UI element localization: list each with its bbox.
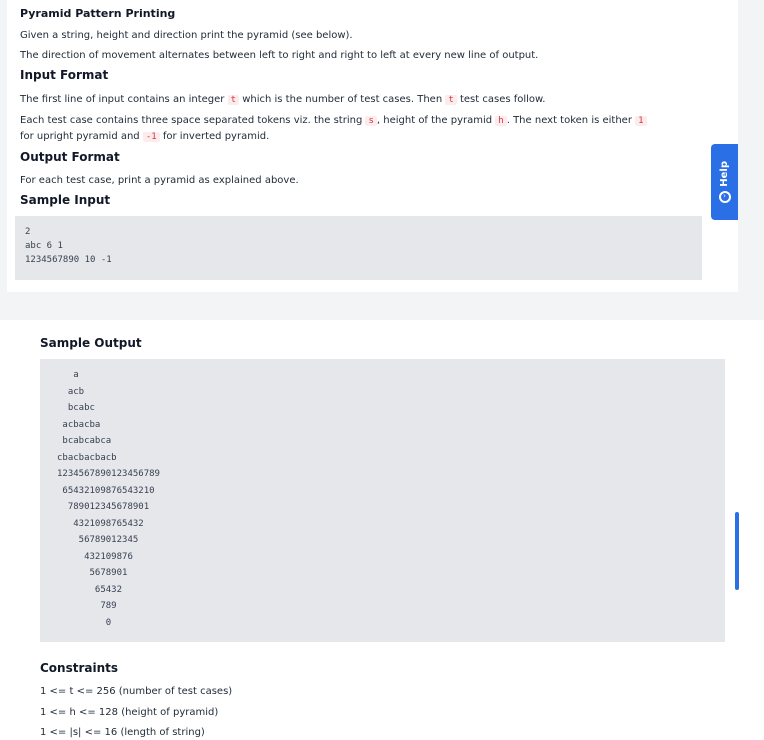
text: test cases follow. xyxy=(459,94,546,105)
text: Each test case contains three space separated tokens viz. the string xyxy=(20,115,363,126)
input-line-2 xyxy=(20,114,647,128)
code-s: s xyxy=(365,116,376,126)
code-line: bcabc xyxy=(57,403,95,413)
code-h: h xyxy=(495,116,506,126)
text: The first line of input contains an integer xyxy=(20,94,225,105)
sample-output-heading: Sample Output xyxy=(40,336,142,350)
code-line: 789 xyxy=(57,601,117,611)
sample-output-block xyxy=(40,359,725,642)
code-line: 65432 xyxy=(57,584,123,595)
code-line: cbacbacbacb xyxy=(57,452,117,463)
text: , height of the pyramid xyxy=(376,115,493,126)
code-line: acb xyxy=(57,386,85,397)
code-neg1: -1 xyxy=(143,132,160,142)
text: which is the number of test cases. Then xyxy=(242,94,443,105)
problem-card xyxy=(7,0,738,292)
constraints-heading: Constraints xyxy=(40,661,119,675)
code-line: 0 xyxy=(57,617,112,628)
code-line: 2 xyxy=(25,227,31,237)
desc-line-1: Given a string, height and direction print the pyramid (see below). xyxy=(20,30,353,41)
input-line-3 xyxy=(20,130,269,144)
code-line: 1234567890 10 -1 xyxy=(25,255,112,265)
code-line: 789012345678901 xyxy=(57,502,150,512)
scrollbar-thumb[interactable] xyxy=(735,512,739,590)
code-1: 1 xyxy=(635,116,646,126)
desc-line-2: The direction of movement alternates between left to right and right to left at every new line of output. xyxy=(20,50,539,61)
input-line-1 xyxy=(20,93,545,107)
help-button[interactable] xyxy=(711,144,738,220)
help-circle-icon: › xyxy=(719,191,731,203)
code-line: 65432109876543210 xyxy=(57,485,155,496)
text: for inverted pyramid. xyxy=(162,131,270,142)
help-label: Help xyxy=(719,161,730,187)
text: for upright pyramid and xyxy=(20,131,140,142)
constraint-item: 1 <= |s| <= 16 (length of string) xyxy=(40,727,205,738)
code-line: 56789012345 xyxy=(57,535,139,545)
sample-input-block xyxy=(15,216,702,280)
code-t: t xyxy=(228,95,239,105)
input-format-heading: Input Format xyxy=(20,68,109,82)
constraint-item: 1 <= t <= 256 (number of test cases) xyxy=(40,686,233,697)
sample-output-card xyxy=(0,320,764,740)
code-line: 432109876 xyxy=(57,551,133,562)
text: . The next token is either xyxy=(506,115,632,126)
output-desc: For each test case, print a pyramid as explained above. xyxy=(20,175,299,186)
constraint-item: 1 <= h <= 128 (height of pyramid) xyxy=(40,707,219,718)
code-line: abc 6 1 xyxy=(25,241,63,251)
code-line: 4321098765432 xyxy=(57,518,144,529)
sample-input-heading: Sample Input xyxy=(20,193,111,207)
code-line: a xyxy=(57,370,79,380)
code-t: t xyxy=(445,95,456,105)
code-line: acbacba xyxy=(57,419,101,430)
problem-title: Pyramid Pattern Printing xyxy=(20,7,176,20)
code-line: bcabcabca xyxy=(57,436,112,446)
output-format-heading: Output Format xyxy=(20,150,120,164)
code-line: 5678901 xyxy=(57,568,128,578)
code-line: 1234567890123456789 xyxy=(57,469,160,479)
